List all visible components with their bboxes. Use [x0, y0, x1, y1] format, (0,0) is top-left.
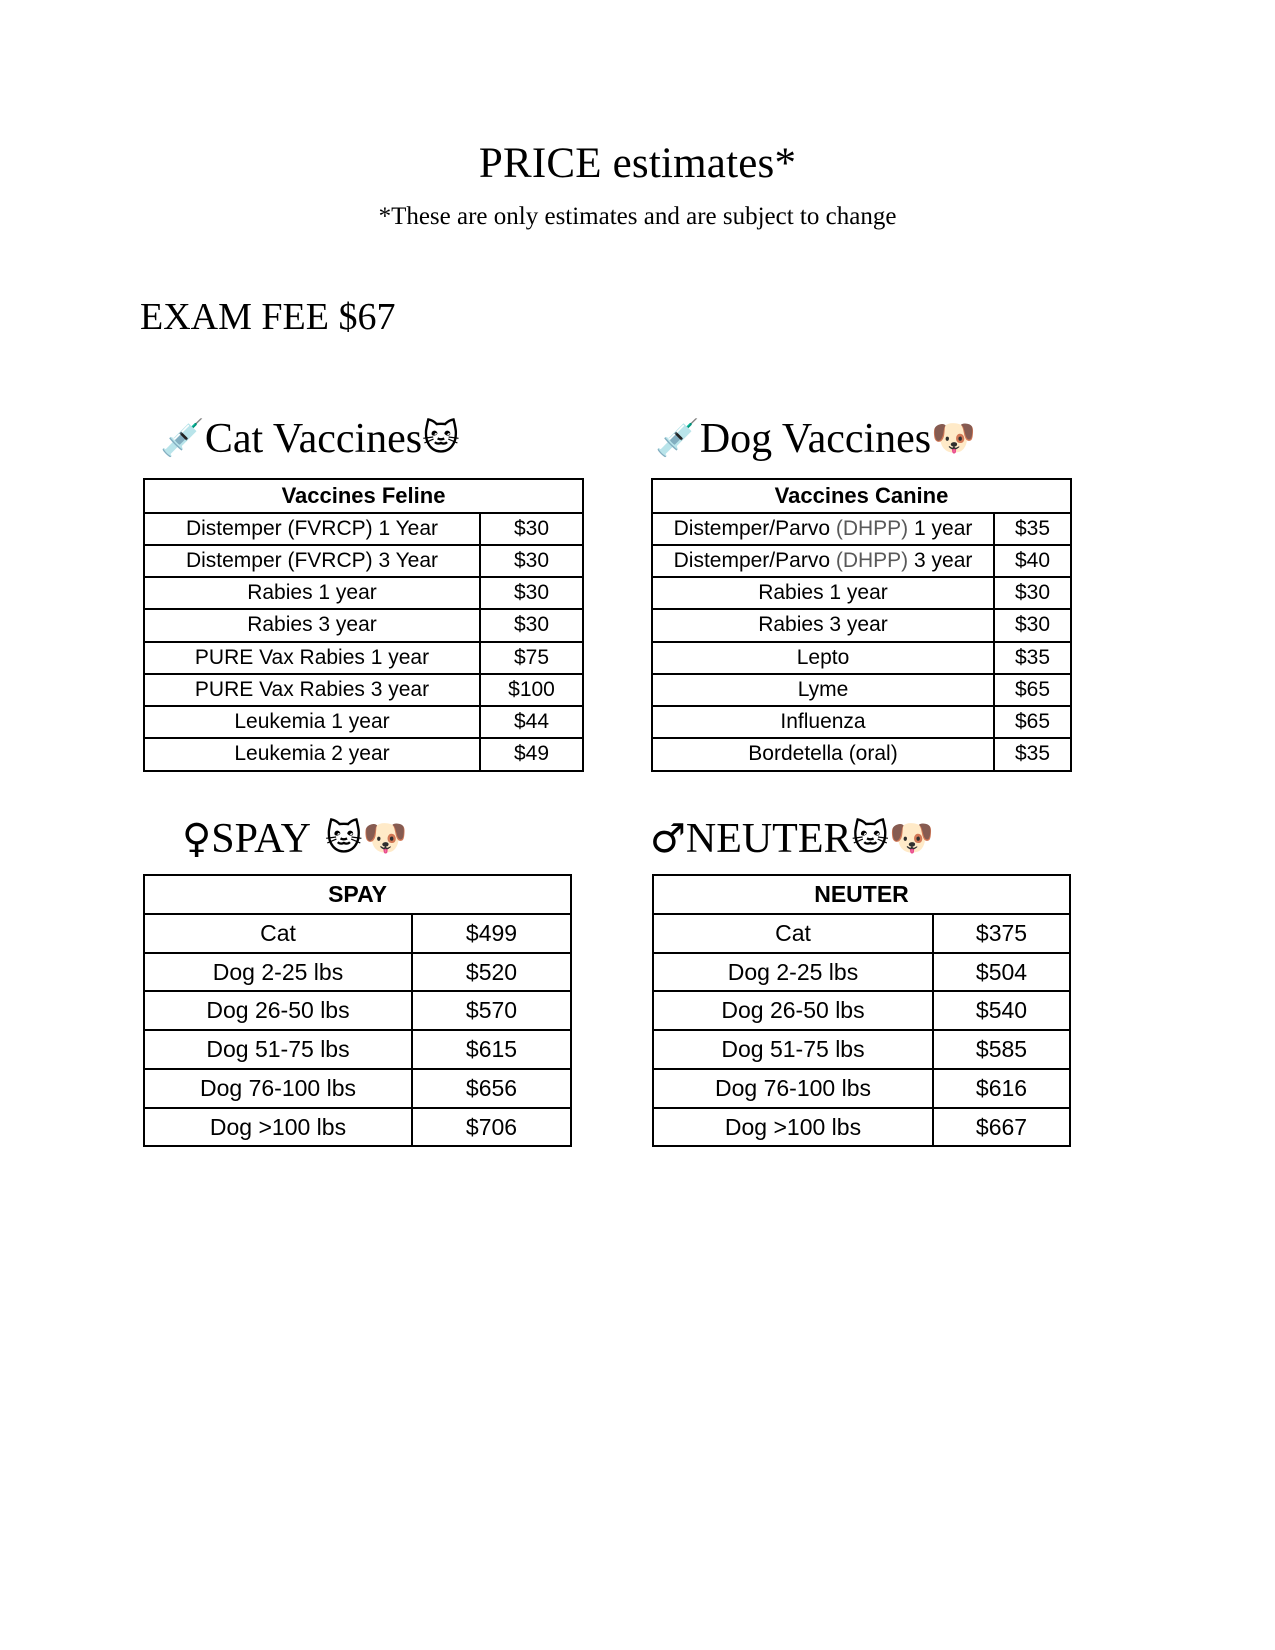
table-header-cell: NEUTER: [653, 875, 1070, 914]
section-heading-dog-vaccines: [655, 418, 976, 460]
row-price-cell: $375: [933, 914, 1070, 953]
row-label-cell: [652, 513, 994, 545]
row-price-cell: $30: [480, 545, 583, 577]
row-price-cell: $35: [994, 513, 1071, 545]
row-label-text: Lyme: [797, 677, 849, 701]
table-row: [144, 674, 583, 706]
row-label-cell: Distemper (FVRCP) 1 Year: [144, 513, 480, 545]
row-label-cell: Dog >100 lbs: [144, 1108, 412, 1147]
row-label-cell: [652, 545, 994, 577]
row-price-cell: $656: [412, 1069, 571, 1108]
row-label-cell: Cat: [144, 914, 412, 953]
row-label-cell: Leukemia 1 year: [144, 706, 480, 738]
table-row: [144, 1108, 571, 1147]
table-header-row: [653, 875, 1070, 914]
row-price-cell: $540: [933, 991, 1070, 1030]
row-label-cell: [652, 609, 994, 641]
row-price-cell: $49: [480, 738, 583, 770]
row-price-cell: $667: [933, 1108, 1070, 1147]
table-header-row: [652, 479, 1071, 513]
syringe-icon: 💉: [160, 418, 205, 459]
dog-face-icon: 🐶: [362, 818, 408, 859]
table-row: [144, 738, 583, 770]
row-label-cell: [652, 706, 994, 738]
table-spay: [143, 874, 572, 1147]
table-row: [653, 953, 1070, 992]
dog-face-icon: 🐶: [889, 818, 934, 859]
table-row: [652, 577, 1071, 609]
table-row: [144, 609, 583, 641]
table-row: [144, 953, 571, 992]
row-label-abbrev: (DHPP): [835, 516, 909, 540]
row-label-cell: [652, 674, 994, 706]
row-label-cell: [652, 738, 994, 770]
page-title: PRICE estimates*: [478, 140, 797, 187]
row-label-suffix: 3 year: [908, 548, 973, 572]
row-label-cell: Rabies 1 year: [144, 577, 480, 609]
table-header-cell: Vaccines Feline: [144, 479, 583, 513]
cat-face-icon: 🐱: [851, 818, 890, 859]
row-label-cell: Dog 76-100 lbs: [144, 1069, 412, 1108]
table-row: [144, 914, 571, 953]
row-price-cell: $615: [412, 1030, 571, 1069]
row-price-cell: $40: [994, 545, 1071, 577]
dog-face-icon: 🐶: [931, 418, 976, 459]
row-price-cell: $100: [480, 674, 583, 706]
section-heading-label: Dog Vaccines: [699, 416, 932, 462]
row-label-text: Distemper/Parvo: [673, 548, 836, 572]
table-row: [653, 914, 1070, 953]
row-price-cell: $30: [480, 513, 583, 545]
row-label-cell: [652, 642, 994, 674]
row-label-text: Lepto: [796, 645, 850, 669]
table-row: [653, 991, 1070, 1030]
exam-fee-heading: EXAM FEE $67: [140, 296, 396, 338]
row-label-text: Rabies 3 year: [758, 613, 888, 637]
row-label-text: Influenza: [780, 710, 866, 733]
table-row: [653, 1069, 1070, 1108]
row-label-cell: PURE Vax Rabies 3 year: [144, 674, 480, 706]
row-price-cell: $35: [994, 642, 1071, 674]
table-row: [144, 545, 583, 577]
row-price-cell: $30: [480, 577, 583, 609]
row-label-cell: Dog 2-25 lbs: [653, 953, 933, 992]
row-price-cell: $44: [480, 706, 583, 738]
table-vaccines-feline: [143, 478, 584, 772]
row-price-cell: $30: [994, 577, 1071, 609]
table-row: [653, 1108, 1070, 1147]
male-symbol-icon: ♂: [650, 816, 686, 862]
table-row: [652, 674, 1071, 706]
table-row: [652, 706, 1071, 738]
table-row: [144, 513, 583, 545]
section-heading-spay: [182, 818, 407, 860]
table-header-row: [144, 479, 583, 513]
table-row: [144, 991, 571, 1030]
table-row: [652, 738, 1071, 770]
row-label-cell: Dog 26-50 lbs: [653, 991, 933, 1030]
row-label-abbrev: (DHPP): [835, 548, 909, 572]
table-row: [652, 642, 1071, 674]
row-price-cell: $499: [412, 914, 571, 953]
table-header-row: [144, 875, 571, 914]
table-row: [144, 706, 583, 738]
row-price-cell: $30: [994, 609, 1071, 641]
row-label-cell: Dog 51-75 lbs: [653, 1030, 933, 1069]
cat-face-icon: 🐱: [422, 418, 460, 459]
table-row: [144, 1069, 571, 1108]
row-price-cell: $35: [994, 738, 1071, 770]
row-label-cell: Dog 51-75 lbs: [144, 1030, 412, 1069]
section-heading-label: SPAY: [211, 816, 311, 862]
row-label-text: Distemper/Parvo: [673, 516, 836, 540]
row-label-cell: [652, 577, 994, 609]
row-price-cell: $30: [480, 609, 583, 641]
cat-face-icon: 🐱: [324, 818, 363, 859]
row-price-cell: $65: [994, 674, 1071, 706]
table-row: [144, 642, 583, 674]
row-label-cell: Dog 76-100 lbs: [653, 1069, 933, 1108]
row-label-cell: Dog 2-25 lbs: [144, 953, 412, 992]
table-row: [144, 1030, 571, 1069]
row-label-cell: Cat: [653, 914, 933, 953]
table-vaccines-canine: [651, 478, 1072, 772]
row-price-cell: $706: [412, 1108, 571, 1147]
table-row: [144, 577, 583, 609]
row-price-cell: $616: [933, 1069, 1070, 1108]
row-price-cell: $570: [412, 991, 571, 1030]
section-heading-neuter: [650, 818, 934, 860]
table-row: [652, 609, 1071, 641]
female-symbol-icon: ♀: [182, 816, 212, 862]
row-label-text: Rabies 1 year: [758, 581, 888, 604]
row-price-cell: $504: [933, 953, 1070, 992]
row-price-cell: $65: [994, 706, 1071, 738]
section-heading-label: Cat Vaccines: [204, 416, 423, 462]
page-subtitle: *These are only estimates and are subject to change: [378, 203, 897, 230]
table-neuter: [652, 874, 1071, 1147]
row-label-cell: Dog 26-50 lbs: [144, 991, 412, 1030]
table-row: [653, 1030, 1070, 1069]
table-header-cell: SPAY: [144, 875, 571, 914]
table-row: [652, 513, 1071, 545]
row-price-cell: $585: [933, 1030, 1070, 1069]
row-price-cell: $520: [412, 953, 571, 992]
row-label-cell: PURE Vax Rabies 1 year: [144, 642, 480, 674]
syringe-icon: 💉: [655, 418, 700, 459]
row-label-text: Bordetella (oral): [748, 742, 898, 766]
table-row: [652, 545, 1071, 577]
row-price-cell: $75: [480, 642, 583, 674]
row-label-cell: Leukemia 2 year: [144, 738, 480, 770]
row-label-suffix: 1 year: [908, 516, 973, 540]
section-heading-label: NEUTER: [685, 816, 852, 862]
table-header-cell: Vaccines Canine: [652, 479, 1071, 513]
row-label-cell: Distemper (FVRCP) 3 Year: [144, 545, 480, 577]
section-heading-cat-vaccines: [160, 418, 460, 460]
row-label-cell: Rabies 3 year: [144, 609, 480, 641]
row-label-cell: Dog >100 lbs: [653, 1108, 933, 1147]
